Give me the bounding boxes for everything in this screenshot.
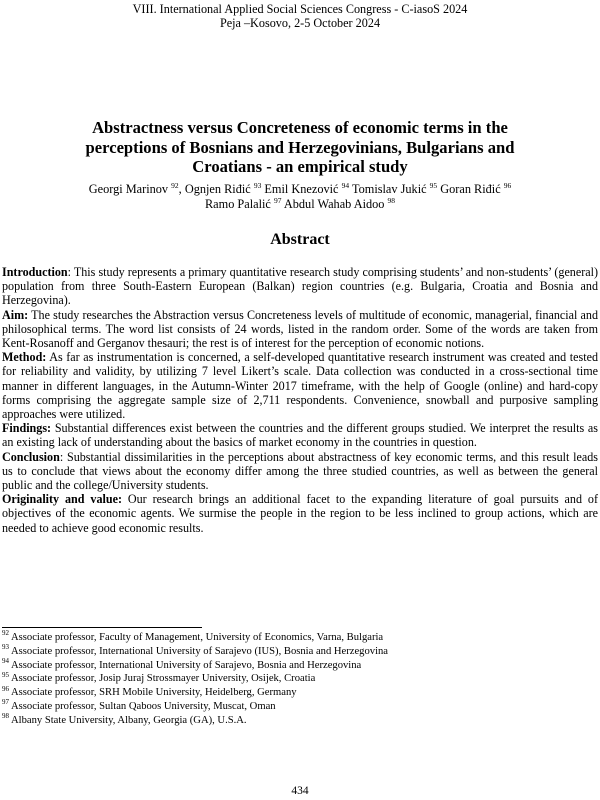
footnote — [2, 631, 598, 645]
footnote-divider — [2, 627, 202, 628]
author-list — [0, 182, 600, 212]
section-text: Substantial differences exist between the countries and the different groups studied. We interpret the results as an existing lack of understanding about the basics of market economy in the countries in question. — [2, 421, 598, 450]
section-text: The study researches the Abstraction versus Concreteness levels of multitude of economic, managerial, financial and philosophical terms. The word list consists of 24 words, listed in the random order. Some of the words are taken from Kent-Rosanoff and Gerganov thesauri; the rest is of interest for the perception of economic notions. — [2, 307, 598, 351]
footnote — [2, 700, 598, 714]
abstract-heading: Abstract — [270, 231, 330, 248]
abstract-section-findings — [2, 421, 598, 449]
section-separator: : — [67, 265, 74, 279]
section-label: Conclusion — [2, 449, 60, 464]
footnote-number: 96 — [2, 684, 9, 693]
footnote-number: 92 — [2, 629, 9, 638]
author-name: Tomislav Jukić — [351, 182, 427, 196]
paper-title-line-3: Croatians - an empirical study — [192, 157, 408, 176]
section-label: Findings: — [2, 421, 52, 436]
author-name: Abdul Wahab Aidoo — [283, 197, 385, 211]
author-footnote-ref: 97 — [273, 195, 282, 205]
paper-title-line-1: Abstractness versus Concreteness of economic terms in the — [92, 118, 508, 137]
section-label: Aim: — [2, 307, 29, 322]
paper-title — [20, 118, 580, 177]
abstract-section-introduction — [2, 265, 598, 308]
abstract-section-originality — [2, 492, 598, 535]
footnote — [2, 659, 598, 673]
footnote-text: Associate professor, Sultan Qaboos University, Muscat, Oman — [11, 700, 276, 712]
footnote-text: Associate professor, SRH Mobile University, Heidelberg, Germany — [11, 687, 297, 699]
footnote-number: 95 — [2, 670, 9, 679]
footnote — [2, 714, 598, 728]
author-line-2 — [0, 197, 600, 212]
footnote-number: 93 — [2, 643, 9, 652]
section-text: Substantial dissimilarities in the perceptions about abstractness of key economic terms, and this result leads us to conclude that views about the economy differ among the three studied countries, as well as between the general public and the college/University students. — [2, 449, 598, 493]
author-line-1: Georgi Marinov $^{92}$, Ognjen Riđić $^{93}$ Emil Knezović $^{94}$ Tomislav Jukić $^{95}$ Goran Riđić $^{96}$ — [88, 180, 512, 196]
author-footnote-ref: 94 — [341, 180, 350, 190]
author-name: Goran Riđić — [440, 182, 501, 196]
section-label: Method: — [2, 350, 47, 365]
paper-title-line-2: perceptions of Bosnians and Herzegovinians, Bulgarians and — [85, 137, 515, 157]
footnote-text: Associate professor, International University of Sarajevo, Bosnia and Herzegovina — [11, 659, 362, 671]
footnote-text: Associate professor, Faculty of Management, University of Economics, Varna, Bulgaria — [11, 632, 384, 643]
abstract-section-method — [2, 350, 598, 421]
section-label: Originality and value: — [2, 492, 122, 507]
footnote — [2, 686, 598, 700]
abstract-section-conclusion — [2, 450, 598, 493]
footnote-number: 94 — [2, 657, 9, 666]
footnote-number: 98 — [2, 712, 9, 721]
author-name: Emil Knezović — [264, 182, 339, 196]
footnote — [2, 672, 598, 686]
author-footnote-ref: 96 — [503, 180, 512, 190]
footnote-text: Associate professor, International University of Sarajevo (IUS), Bosnia and Herzegovina — [11, 645, 389, 657]
section-text: This study represents a primary quantitative research study comprising students’ and non-students’ (general) population from three South-Eastern European (Balkan) region countries (e.g. Bulgaria, Croatia and Bosnia and Herzegovina). — [2, 265, 599, 308]
section-text: As far as instrumentation is concerned, a self-developed quantitative research instrument was created and tested for reliability and validity, by utilizing 7 level Likert’s scale. Data collection was conducted in a cross-sectional time manner in different languages, in the Autumn-Winter 2017 timeframe, with the help of Google (online) and hard-copy forms comprising the aggregate sample size of 2,711 respondents. Convenience, snowball and purposive sampling approaches were utilized. — [2, 350, 598, 422]
section-separator: : — [59, 449, 67, 464]
conference-header — [0, 2, 600, 30]
footnote-text: Associate professor, Josip Juraj Strossmayer University, Osijek, Croatia — [11, 673, 316, 685]
author-name: Ramo Palalić — [204, 197, 271, 211]
footnote-number: 97 — [2, 698, 9, 707]
author-name: Ognjen Riđić — [184, 182, 251, 196]
footnote-text: Albany State University, Albany, Georgia (GA), U.S.A. — [11, 714, 247, 726]
author-footnote-ref: 95 — [429, 180, 438, 190]
author-footnote-ref: 98 — [387, 195, 396, 205]
author-footnote-ref: 93 — [253, 180, 262, 190]
page-number: 434 — [291, 785, 309, 797]
abstract-section-aim — [2, 308, 598, 351]
section-label: Introduction — [2, 265, 68, 279]
conference-header-line-2: Peja –Kosovo, 2-5 October 2024 — [219, 16, 381, 30]
footnotes — [2, 631, 598, 728]
section-text: Our research brings an additional facet to the expanding literature of goal pursuits and of objectives of the economic agents. We surmise the people in the region to be less inclined to group actions, which are needed to achieve good economic results. — [2, 492, 598, 535]
conference-header-line-1: VIII. International Applied Social Sciences Congress - C-iasoS 2024 — [132, 2, 468, 16]
footnote — [2, 645, 598, 659]
author-name: Georgi Marinov — [88, 182, 169, 196]
abstract-body — [2, 265, 598, 535]
author-footnote-ref: 92 — [171, 180, 179, 190]
